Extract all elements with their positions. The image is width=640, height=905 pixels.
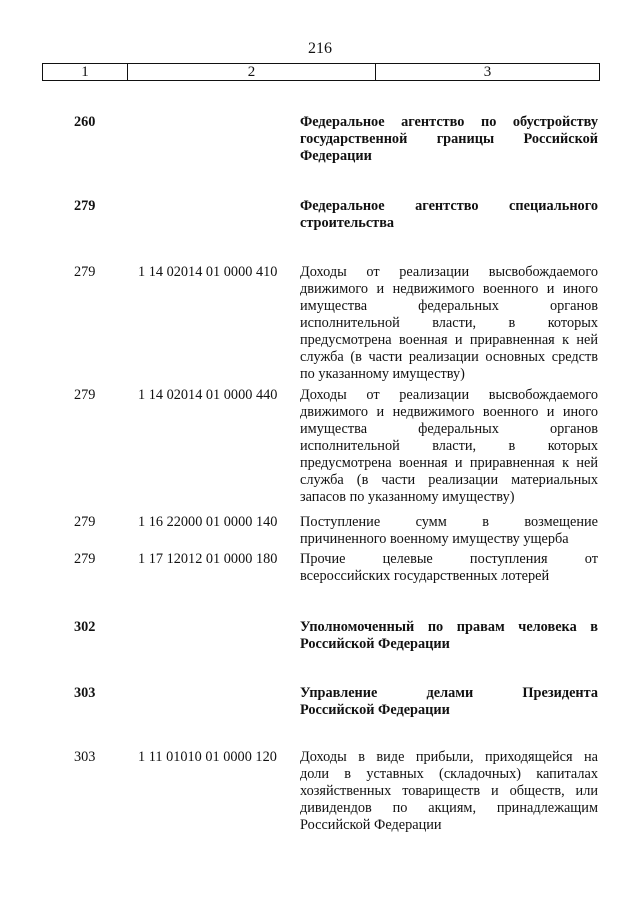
- description-line: Федеральное агентство по обустройству: [300, 114, 598, 130]
- admin-code-cell: 279: [74, 198, 96, 214]
- admin-code-cell: 302: [74, 619, 96, 635]
- description-line: доли в уставных (складочных) капиталах: [300, 766, 598, 782]
- description-line: запасов по указанному имуществу): [300, 489, 515, 505]
- description-line: предусмотрена военная и приравненная к ней: [300, 332, 598, 348]
- description-line: Доходы в виде прибыли, приходящейся на: [300, 749, 598, 765]
- description-line: исполнительной власти, в которых: [300, 438, 598, 454]
- description-line: всероссийских государственных лотерей: [300, 568, 550, 584]
- description-cell: [300, 551, 598, 585]
- admin-code-cell: 279: [74, 514, 96, 530]
- page-number: 216: [308, 40, 332, 57]
- description-line: Прочие целевые поступления от: [300, 551, 598, 567]
- description-line: Федерации: [300, 148, 372, 164]
- description-cell: [300, 387, 598, 506]
- description-line: служба (в части реализации основных средств: [300, 349, 598, 365]
- description-cell: [300, 114, 598, 165]
- admin-code-cell: 303: [74, 685, 96, 701]
- description-line: дивидендов по акциям, принадлежащим: [300, 800, 598, 816]
- description-line: Уполномоченный по правам человека в: [300, 619, 598, 635]
- description-line: движимого и недвижимого военного и иного: [300, 404, 598, 420]
- description-cell: [300, 264, 598, 383]
- description-line: имущества федеральных органов: [300, 298, 598, 314]
- description-line: Поступление сумм в возмещение: [300, 514, 598, 530]
- description-line: Федеральное агентство специального: [300, 198, 598, 214]
- column-number-1: 1: [81, 64, 89, 80]
- description-line: причиненного военному имуществу ущерба: [300, 531, 569, 547]
- column-number-3: 3: [375, 64, 599, 80]
- description-line: Российской Федерации: [300, 817, 442, 833]
- description-line: по указанному имуществу): [300, 366, 465, 382]
- description-cell: [300, 198, 598, 232]
- description-line: предусмотрена военная и приравненная к ней: [300, 455, 598, 471]
- description-line: строительства: [300, 215, 395, 231]
- income-code-cell: 1 11 01010 01 0000 120: [138, 749, 277, 765]
- description-line: Доходы от реализации высвобождаемого: [300, 387, 598, 403]
- description-cell: [300, 749, 598, 834]
- description-line: исполнительной власти, в которых: [300, 315, 598, 331]
- description-line: имущества федеральных органов: [300, 421, 598, 437]
- description-cell: [300, 685, 598, 719]
- column-number-2: 2: [127, 64, 375, 80]
- admin-code-cell: 303: [74, 749, 96, 765]
- income-code-cell: 1 14 02014 01 0000 410: [138, 264, 278, 280]
- income-code-cell: 1 16 22000 01 0000 140: [138, 514, 278, 530]
- description-line: Управление делами Президента: [300, 685, 598, 701]
- description-line: Российской Федерации: [300, 636, 450, 652]
- admin-code-cell: 279: [74, 551, 96, 567]
- description-line: Доходы от реализации высвобождаемого: [300, 264, 598, 280]
- admin-code-cell: 279: [74, 387, 96, 403]
- description-line: государственной границы Российской: [300, 131, 598, 147]
- description-line: Российской Федерации: [300, 702, 450, 718]
- admin-code-cell: 279: [74, 264, 96, 280]
- description-cell: [300, 619, 598, 653]
- income-code-cell: 1 14 02014 01 0000 440: [138, 387, 278, 403]
- description-line: хозяйственных товариществ и обществ, или: [300, 783, 598, 799]
- income-code-cell: 1 17 12012 01 0000 180: [138, 551, 278, 567]
- description-line: служба (в части реализации материальных: [300, 472, 598, 488]
- table-column-header: [42, 63, 600, 81]
- admin-code-cell: 260: [74, 114, 96, 130]
- description-line: движимого и недвижимого военного и иного: [300, 281, 598, 297]
- description-cell: [300, 514, 598, 548]
